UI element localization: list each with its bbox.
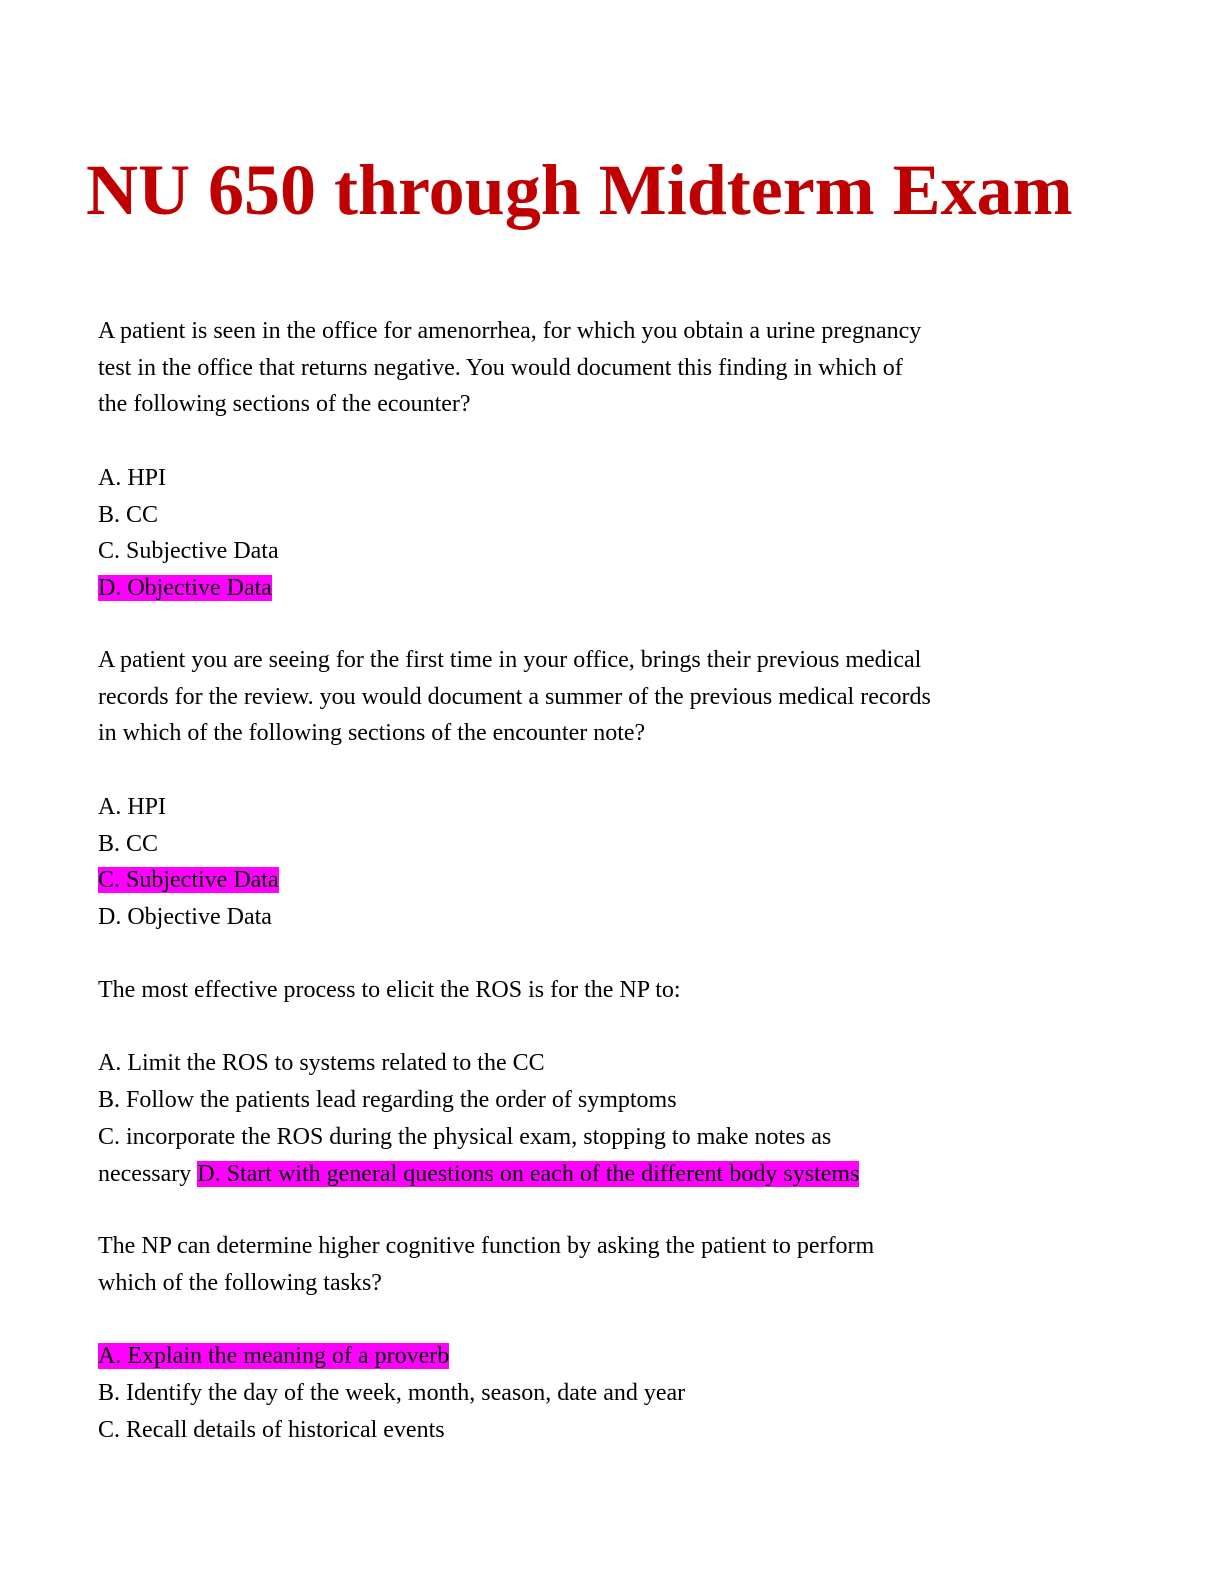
highlighted-answer: D. Objective Data bbox=[98, 574, 272, 601]
question-2 bbox=[98, 642, 1108, 936]
answer-option: C. incorporate the ROS during the physical exam, stopping to make notes as bbox=[98, 1123, 832, 1150]
highlighted-answer: A. Explain the meaning of a proverb bbox=[98, 1343, 450, 1370]
answer-option-correct bbox=[98, 570, 1108, 607]
document-title: NU 650 through Midterm Exam bbox=[86, 150, 1073, 230]
answer-option: C. Subjective Data bbox=[98, 538, 279, 565]
answer-option: B. Identify the day of the week, month, season, date and year bbox=[98, 1379, 686, 1406]
answer-option-correct bbox=[98, 1156, 1108, 1193]
answer-option: B. CC bbox=[98, 501, 159, 528]
spacer bbox=[98, 1009, 1108, 1046]
highlighted-answer: C. Subjective Data bbox=[98, 867, 279, 894]
highlighted-answer: D. Start with general questions on each of the different body systems bbox=[197, 1160, 860, 1187]
question-4 bbox=[98, 1228, 1108, 1448]
question-stem-line: in which of the following sections of the encounter note? bbox=[98, 720, 646, 747]
option-prefix-text: necessary bbox=[98, 1160, 198, 1187]
question-1 bbox=[98, 313, 1108, 607]
question-stem-line: records for the review. you would document a summer of the previous medical records bbox=[98, 683, 931, 710]
answer-option-correct bbox=[98, 862, 1108, 899]
question-stem-line: A patient is seen in the office for amenorrhea, for which you obtain a urine pregnancy bbox=[98, 318, 922, 344]
answer-option: A. HPI bbox=[98, 464, 167, 491]
spacer bbox=[98, 752, 1108, 789]
answer-option: B. Follow the patients lead regarding the order of symptoms bbox=[98, 1087, 677, 1114]
question-stem-line: the following sections of the ecounter? bbox=[98, 391, 471, 418]
answer-option-correct bbox=[98, 1338, 1108, 1375]
answer-option: A. Limit the ROS to systems related to the CC bbox=[98, 1050, 545, 1077]
answer-option: D. Objective Data bbox=[98, 903, 272, 930]
question-stem-line: The most effective process to elicit the ROS is for the NP to: bbox=[98, 977, 681, 1003]
question-stem-line: which of the following tasks? bbox=[98, 1269, 382, 1296]
question-stem-line: test in the office that returns negative. You would document this finding in which of bbox=[98, 354, 903, 381]
question-3 bbox=[98, 972, 1108, 1192]
spacer bbox=[98, 423, 1108, 460]
answer-option: B. CC bbox=[98, 830, 159, 857]
question-stem-line: The NP can determine higher cognitive function by asking the patient to perform bbox=[98, 1233, 875, 1259]
question-stem-line: A patient you are seeing for the first time in your office, brings their previous medical bbox=[98, 647, 922, 673]
answer-option: A. HPI bbox=[98, 793, 167, 820]
spacer bbox=[98, 1301, 1108, 1338]
answer-option: C. Recall details of historical events bbox=[98, 1416, 445, 1443]
